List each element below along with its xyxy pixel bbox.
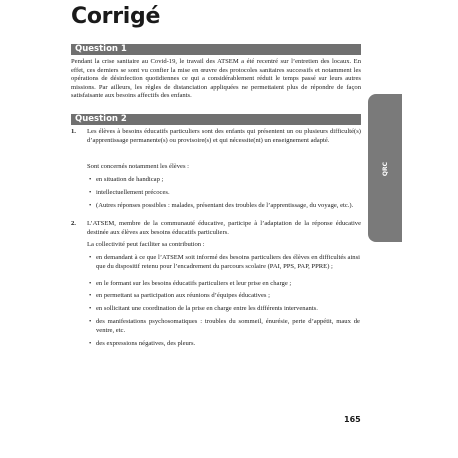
item-2-intro: La collectivité peut faciliter sa contribution : [87,241,205,248]
bullet-icon: • [89,176,92,183]
bullet-icon: • [89,280,92,287]
question-1-header: Question 1 [71,44,361,55]
item-1-text: Les élèves à besoins éducatifs particuliers sont des enfants qui présentent un ou plusieurs difficulté(s) d’apprentissage permanente(s) ou provisoire(s) et qui nécessite(nt) un enseignement adapté. [87,128,361,144]
bullet-icon: • [89,318,92,325]
bullet-icon: • [89,292,92,299]
page-number: 165 [344,415,361,424]
bullet-icon: • [89,202,92,209]
item-1-intro: Sont concernés notamment les élèves : [87,163,189,170]
side-tab-label: QRC [382,161,389,177]
document-page: Corrigé Question 1 Pendant la crise sanitaire au Covid-19, le travail des ATSEM a été recentré sur l’entretien des locaux. En effet, ces derniers se sont vu confier la mise en œuvre des protocoles sanitaires successifs et notamment les opérations de désinfection quotidiennes ce qui a considérablement réduit le temps passé sur leurs autres missions. Par ailleurs, les règles de distanciation appliquées ne permettaient plus de répondre de façon satisfaisante aux besoins affectifs des enfants. Question 2 1. Les élèves à besoins éducatifs particuliers sont des enfants qui présentent un ou plusieurs difficulté(s) d’apprentissage permanente(s) ou provisoire(s) et qui nécessite(nt) un enseignement adapté. Sont concernés notamment les élèves : • en situation de handicap ; • intellectuellement précoces. • (Autres réponses possibles : malades, présentant des troubles de l’apprentissage, du voyage, etc.). 2. L’ATSEM, membre de la communauté éducative, participe à l’adaptation de la réponse éducative destinée aux élèves aux besoins éducatifs particuliers. La collectivité peut faciliter sa contribution : • en demandant à ce que l’ATSEM soit informé des besoins particuliers des élèves en difficultés ainsi que du dispositif retenu pour l’encadrement du parcours scolaire (PAI, PPS, PAP, PPRE) ; • en le formant sur les besoins éducatifs particuliers et leur prise en charge ; • en permettant sa participation aux réunions d’équipes éducatives ; • en sollicitant une coordination de la prise en charge entre les différents intervenants. • des manifestations psychosomatiques : troubles du sommeil, énurésie, perte d’appétit, maux de ventre, etc. • des expressions négatives, des pleurs. QRC 165 [0,0,458,458]
page-title: Corrigé [71,4,161,29]
item-2-text: L’ATSEM, membre de la communauté éducative, participe à l’adaptation de la réponse éducative destinée aux élèves aux besoins éducatifs particuliers. [87,220,361,236]
item-1-number: 1. [71,128,76,135]
bullet-icon: • [89,254,92,261]
bullet-icon: • [89,189,92,196]
item-2-number: 2. [71,220,76,227]
question-1-paragraph: Pendant la crise sanitaire au Covid-19, le travail des ATSEM a été recentré sur l’entretien des locaux. En effet, ces derniers se sont vu confier la mise en œuvre des protocoles sanitaires successifs et notamment les opérations de désinfection quotidiennes ce qui a considérablement réduit le temps passé sur leurs autres missions. Par ailleurs, les règles de distanciation appliquées ne permettaient plus de répondre de façon satisfaisante aux besoins affectifs des enfants. [71,58,361,100]
bullet-icon: • [89,340,92,347]
question-2-header: Question 2 [71,114,361,125]
bullet-icon: • [89,305,92,312]
